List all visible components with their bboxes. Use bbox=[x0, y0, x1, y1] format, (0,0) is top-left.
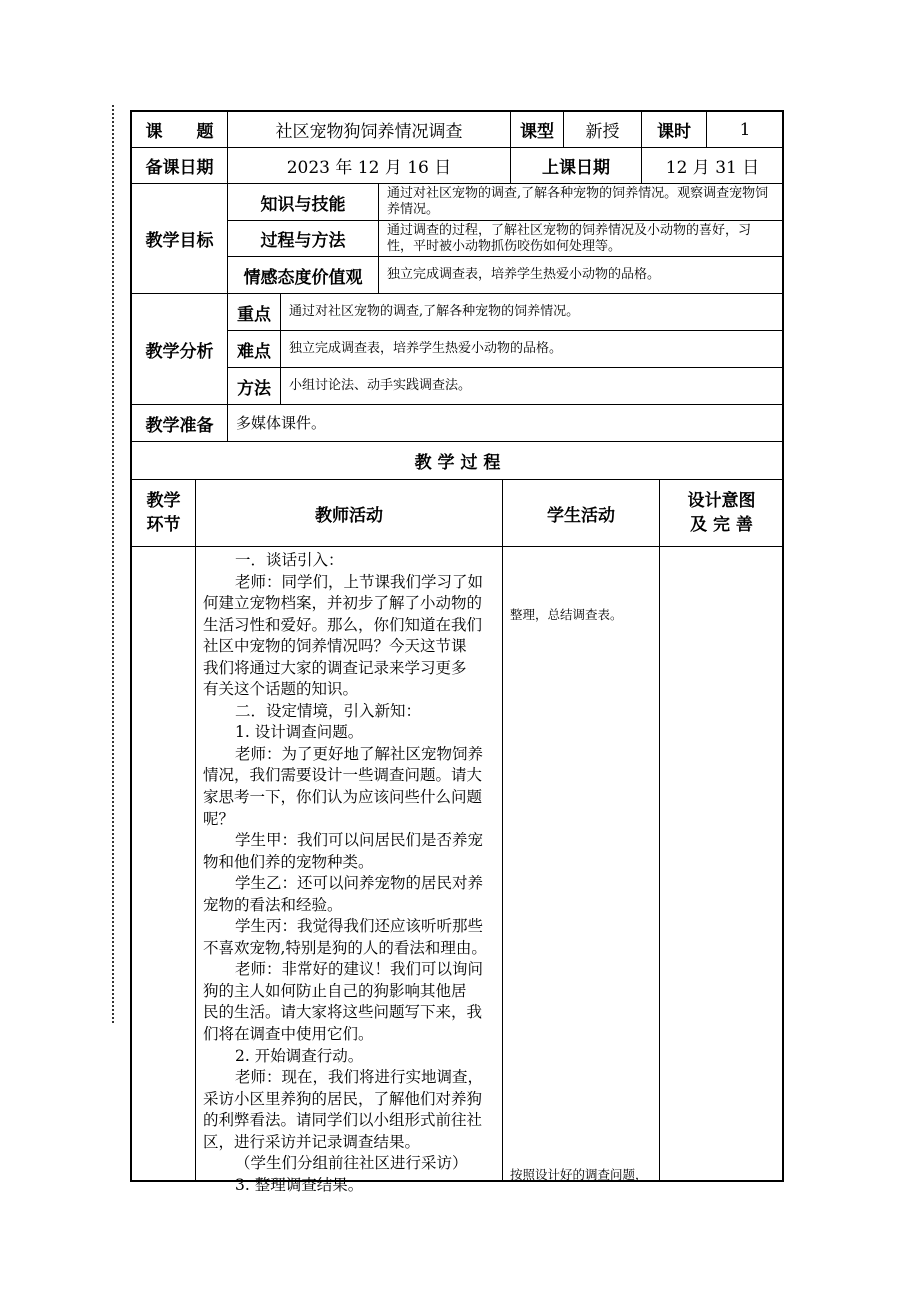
objective-text: 通过对社区宠物的调查,了解各种宠物的饲养情况。观察调查宠物饲养情况。 bbox=[378, 183, 784, 221]
student-activity-2: 按照设计好的调查问题， bbox=[510, 1167, 648, 1182]
teacher-line: 宠物的看法和经验。 bbox=[203, 895, 343, 914]
teacher-line: 二．设定情境，引入新知： bbox=[235, 701, 422, 720]
teacher-line: 的利弊看法。请同学们以小组形式前往社 bbox=[203, 1111, 483, 1130]
teacher-line: 学生丙：我觉得我们还应该听听那些 bbox=[235, 917, 484, 936]
process-title: 教 学 过 程 bbox=[131, 441, 784, 480]
teacher-line: 不喜欢宠物,特别是狗的人的看法和理由。 bbox=[203, 938, 487, 957]
teacher-line: 家思考一下，你们认为应该问些什么问题 bbox=[203, 788, 483, 807]
teacher-line: 有关这个话题的知识。 bbox=[203, 680, 359, 699]
teacher-line: （学生们分组前往社区进行采访） bbox=[235, 1154, 468, 1173]
analysis-text: 独立完成调查表，培养学生热爱小动物的品格。 bbox=[280, 330, 784, 368]
teacher-line: 呢？ bbox=[203, 809, 235, 828]
type-label: 课型 bbox=[510, 111, 564, 148]
teacher-line: 我们将通过大家的调查记录来学习更多 bbox=[203, 658, 467, 677]
hours-value: 1 bbox=[706, 111, 784, 148]
teacher-line: 2. 开始调查行动。 bbox=[235, 1046, 364, 1065]
col-student-header: 学生活动 bbox=[502, 479, 660, 547]
teacher-line: 们将在调查中使用它们。 bbox=[203, 1025, 374, 1044]
topic-label: 课 题 bbox=[131, 111, 228, 148]
col-teacher-header: 教师活动 bbox=[195, 479, 503, 547]
design-cell bbox=[659, 546, 784, 1182]
col-design-header: 设计意图及 完 善 bbox=[659, 479, 784, 547]
student-cell bbox=[502, 546, 660, 1182]
teacher-line: 3. 整理调查结果。 bbox=[235, 1175, 364, 1194]
objective-name: 过程与方法 bbox=[227, 220, 379, 257]
prep-date-value: 2023 年 12 月 16 日 bbox=[227, 147, 511, 184]
hours-label: 课时 bbox=[641, 111, 707, 148]
objective-text: 独立完成调查表，培养学生热爱小动物的品格。 bbox=[378, 256, 784, 294]
class-date-label: 上课日期 bbox=[510, 147, 642, 184]
objectives-label: 教学目标 bbox=[131, 183, 228, 294]
teacher-line: 学生乙：还可以问养宠物的居民对养 bbox=[235, 874, 484, 893]
teacher-line: 一．谈话引入： bbox=[235, 551, 344, 569]
type-value: 新授 bbox=[563, 111, 642, 148]
teacher-line: 学生甲：我们可以问居民们是否养宠 bbox=[235, 831, 484, 850]
teacher-line: 老师：为了更好地了解社区宠物饲养 bbox=[235, 744, 484, 763]
student-activity-1: 整理，总结调查表。 bbox=[510, 607, 623, 622]
analysis-name: 难点 bbox=[227, 330, 281, 368]
prep-text: 多媒体课件。 bbox=[227, 404, 784, 442]
teacher-line: 生活习性和爱好。那么，你们知道在我们 bbox=[203, 615, 483, 634]
analysis-name: 重点 bbox=[227, 293, 281, 331]
analysis-label: 教学分析 bbox=[131, 293, 228, 405]
analysis-name: 方法 bbox=[227, 367, 281, 405]
teacher-line: 老师：现在，我们将进行实地调查， bbox=[235, 1068, 484, 1087]
analysis-text: 通过对社区宠物的调查,了解各种宠物的饲养情况。 bbox=[280, 293, 784, 331]
teacher-line: 老师：同学们，上节课我们学习了如 bbox=[235, 572, 484, 591]
teacher-line: 何建立宠物档案，并初步了解了小动物的 bbox=[203, 594, 483, 613]
teacher-line: 物和他们养的宠物种类。 bbox=[203, 852, 374, 871]
analysis-text: 小组讨论法、动手实践调查法。 bbox=[280, 367, 784, 405]
prep-date-label: 备课日期 bbox=[131, 147, 228, 184]
binding-dotted-line bbox=[112, 105, 114, 1023]
teacher-line: 情况，我们需要设计一些调查问题。请大 bbox=[203, 766, 483, 785]
stage-cell bbox=[131, 546, 196, 1182]
teacher-line: 区，进行采访并记录调查结果。 bbox=[203, 1132, 421, 1151]
teacher-line: 社区中宠物的饲养情况吗？今天这节课 bbox=[203, 637, 467, 656]
teacher-line: 1. 设计调查问题。 bbox=[235, 723, 364, 742]
prep-label: 教学准备 bbox=[131, 404, 228, 442]
objective-name: 情感态度价值观 bbox=[227, 256, 379, 294]
teacher-activity-text bbox=[203, 550, 499, 1196]
teacher-line: 老师：非常好的建议！我们可以询问 bbox=[235, 960, 484, 979]
class-date-value: 12 月 31 日 bbox=[641, 147, 784, 184]
topic-value: 社区宠物狗饲养情况调查 bbox=[227, 111, 511, 148]
teacher-line: 狗的主人如何防止自己的狗影响其他居 bbox=[203, 981, 467, 1000]
objective-text: 通过调查的过程，了解社区宠物的饲养情况及小动物的喜好，习性，平时被小动物抓伤咬伤如何处理等。 bbox=[378, 220, 784, 257]
teacher-line: 民的生活。请大家将这些问题写下来，我 bbox=[203, 1003, 483, 1022]
col-stage-header: 教学环节 bbox=[131, 479, 196, 547]
objective-name: 知识与技能 bbox=[227, 183, 379, 221]
teacher-line: 采访小区里养狗的居民，了解他们对养狗 bbox=[203, 1089, 483, 1108]
